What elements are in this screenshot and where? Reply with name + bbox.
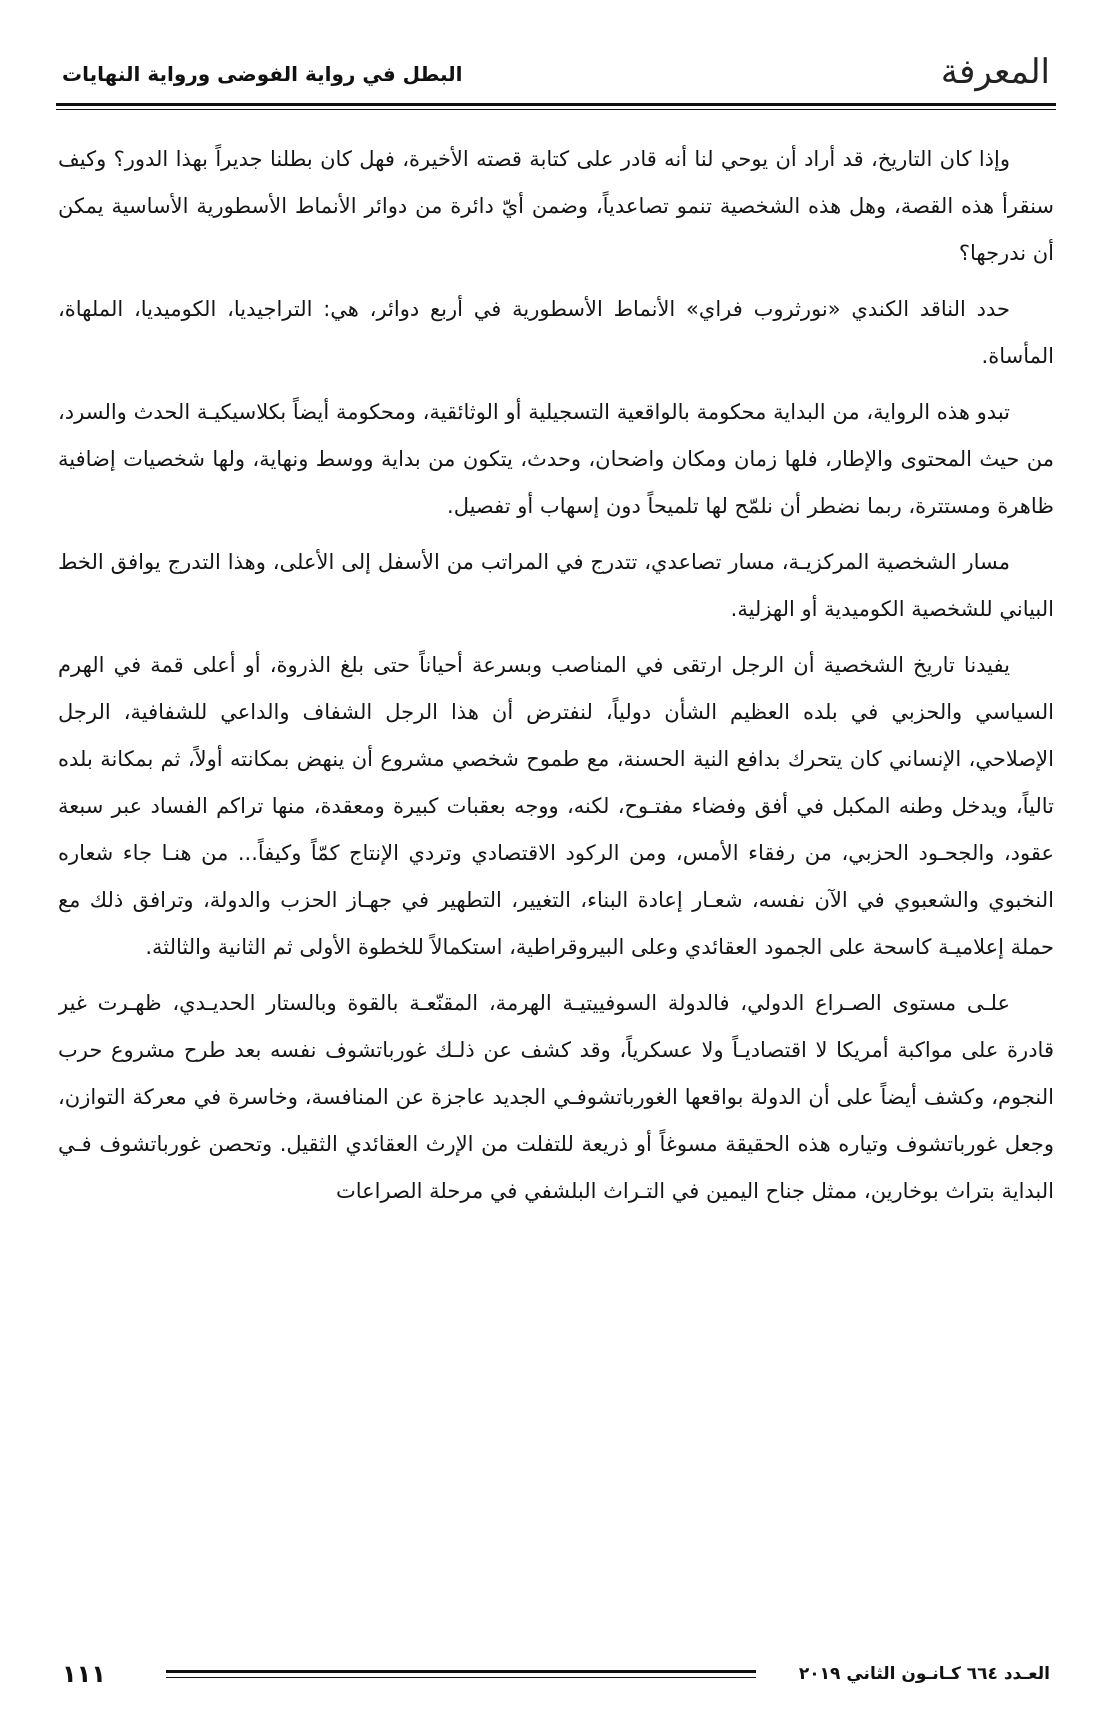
page-number: ١١١ bbox=[62, 1660, 106, 1688]
paragraph: علـى مستوى الصـراع الدولي، فالدولة السوفييتيـة الهرمة، المقنّعـة بالقوة وبالستار الحديـدي، ظهـرت غير قادرة على مواكبة أمريكا لا اقتصاديـاً ولا عسكرياً، وقد كشف عن ذلـك غورباتشوف نفسه بعد طرح مشروع حرب النجوم، وكشف أيضاً على أن الدولة بواقعها الغورباتشوفـي الجديد عاجزة عن المنافسة، وخاسرة في معركة التوازن، وجعل غورباتشوف وتياره هذه الحقيقة مسوغاً أو ذريعة للتفلت من الإرث العقائدي الثقيل. وتحصن غورباتشوف فـي البداية بتراث بوخارين، ممثل جناح اليمين في التـراث البلشفي في مرحلة الصراعات bbox=[58, 991, 1054, 1203]
paragraph: تبدو هذه الرواية، من البداية محكومة بالواقعية التسجيلية أو الوثائقية، ومحكومة أيضاً بكلاسيكيـة الحدث والسرد، من حيث المحتوى والإطار، فلها زمان ومكان واضحان، وحدث، يتكون من بداية ووسط ونهاية، ولها شخصيات إضافية ظاهرة ومستترة، ربما نضطر أن نلمّح لها تلميحاً دون إسهاب أو تفصيل. bbox=[58, 400, 1054, 518]
running-title: البطل في رواية الفوضى ورواية النهايات bbox=[62, 62, 463, 86]
paragraph: وإذا كان التاريخ، قد أراد أن يوحي لنا أنه قادر على كتابة قصته الأخيرة، فهل كان بطلنا جديراً بهذا الدور؟ وكيف سنقرأ هذه القصة، وهل هذه الشخصية تنمو تصاعدياً، وضمن أيّ دائرة من دوائر الأنماط الأسطورية الأساسية يمكن أن ندرجها؟ bbox=[58, 147, 1054, 265]
footer-divider-thin bbox=[166, 1677, 756, 1678]
page-footer bbox=[56, 1660, 1056, 1690]
paragraph: مسار الشخصية المركزيـة، مسار تصاعدي، تتدرج في المراتب من الأسفل إلى الأعلى، وهذا التدرج يوافق الخط البياني للشخصية الكوميدية أو الهزلية. bbox=[58, 550, 1054, 621]
issue-info: العـدد ٦٦٤ كـانـون الثاني ٢٠١٩ bbox=[798, 1664, 1050, 1684]
paragraph: حدد الناقد الكندي «نورثروب فراي» الأنماط الأسطورية في أربع دوائر، هي: التراجيديا، الكوميديا، الملهاة، المأساة. bbox=[58, 297, 1054, 368]
footer-divider bbox=[166, 1670, 756, 1673]
article-body bbox=[58, 136, 1054, 1606]
page-header bbox=[56, 46, 1056, 104]
header-divider-thin bbox=[56, 109, 1056, 110]
paragraph: يفيدنا تاريخ الشخصية أن الرجل ارتقى في المناصب وبسرعة أحياناً حتى بلغ الذروة، أو أعلى قمة في الهرم السياسي والحزبي في بلده العظيم الشأن دولياً، لنفترض أن هذا الرجل الشفاف والداعي للشفافية، الرجل الإصلاحي، الإنساني كان يتحرك بدافع النية الحسنة، مع طموح شخصي مشروع أن ينهض بمكانته أولاً، ثم بمكانة بلده تالياً، ويدخل وطنه المكبل في أفق وفضاء مفتـوح، لكنه، ووجه بعقبات كبيرة ومعقدة، منها تراكم الفساد عبر سبعة عقود، والجحـود الحزبي، من رفقاء الأمس، ومن الركود الاقتصادي وتردي الإنتاج كمّاً وكيفاً... من هنـا جاء شعاره النخبوي والشعبوي في الآن نفسه، شعـار إعادة البناء، التغيير، التطهير في جهـاز الحزب والدولة، وترافق ذلك مع حملة إعلاميـة كاسحة على الجمود العقائدي وعلى البيروقراطية، استكمالاً للخطوة الأولى ثم الثانية والثالثة. bbox=[58, 653, 1054, 959]
journal-logo: المعرفة bbox=[940, 52, 1050, 92]
header-divider bbox=[56, 103, 1056, 106]
